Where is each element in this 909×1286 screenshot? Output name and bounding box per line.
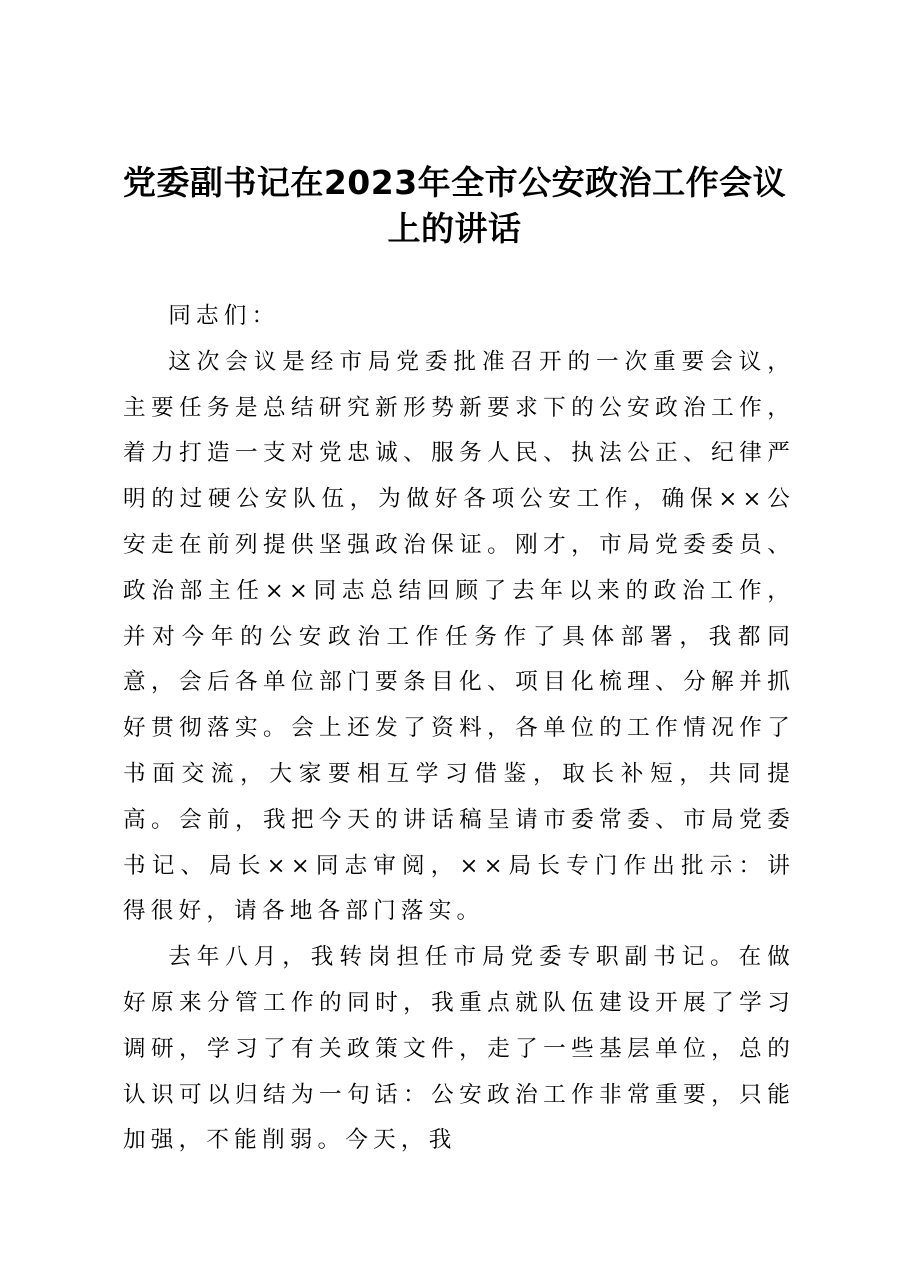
title-line-2: 上的讲话 (387, 209, 522, 248)
salutation-paragraph: 同志们： (168, 303, 280, 329)
body-paragraph: 这次会议是经市局党委批准召开的一次重要会议，主要任务是总结研究新形势新要求下的公安政治工作，着力打造一支对党忠诚、服务人民、执法公正、纪律严明的过硬公安队伍，为做好各项公安工作，确保××公安走在前列提供坚强政治保证。刚才，市局党委委员、政治部主任××同志总结回顾了去年以来的政治工作，并对今年的公安政治工作任务作了具体部署，我都同意，会后各单位部门要条目化、项目化梳理、分解并抓好贯彻落实。会上还发了资料，各单位的工作情况作了书面交流，大家要相互学习借鉴，取长补短，共同提高。会前，我把今天的讲话稿呈请市委常委、市局党委书记、局长××同志审阅，××局长专门作出批示：讲得很好，请各地各部门落实。 (123, 348, 795, 925)
body-paragraph: 去年八月，我转岗担任市局党委专职副书记。在做好原来分管工作的同时，我重点就队伍建设开展了学习调研，学习了有关政策文件，走了一些基层单位，总的认识可以归结为一句话：公安政治工作非常重要，只能加强，不能削弱。今天，我 (123, 944, 795, 1154)
document-body (123, 294, 795, 1164)
title-line-1: 党委副书记在2023年全市公安政治工作会议 (122, 163, 787, 202)
document-title (110, 160, 799, 252)
